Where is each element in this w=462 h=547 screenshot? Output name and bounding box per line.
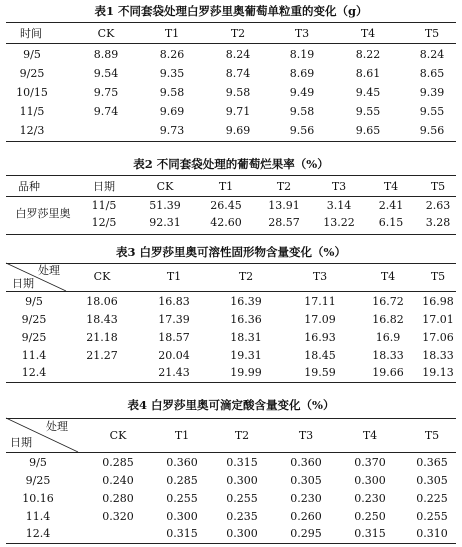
table1-cell-date: 11/5 (19, 105, 45, 118)
table4-cell: 0.360 (166, 456, 198, 469)
table-row (6, 490, 456, 508)
table3-cell: 19.13 (422, 366, 454, 379)
table-row (6, 472, 456, 490)
table3-corner-treatment: 处理 (38, 264, 60, 277)
table4-cell-date: 10.16 (22, 492, 54, 505)
table4-cell-date: 11.4 (25, 510, 51, 523)
table3-cell: 18.33 (372, 349, 404, 362)
table4-header-t1: T1 (174, 429, 190, 442)
table2-cell-date: 12/5 (91, 216, 117, 229)
table4-cell: 0.250 (354, 510, 386, 523)
table1-cell: 8.24 (419, 48, 445, 61)
table4-cell: 0.360 (290, 456, 322, 469)
table3-cell: 16.82 (372, 313, 404, 326)
table3-cell: 16.9 (375, 331, 401, 344)
table1-cell: 9.73 (159, 124, 185, 137)
table4-cell: 0.305 (290, 474, 322, 487)
table1-cell: 9.71 (225, 105, 251, 118)
table-row (6, 454, 456, 472)
table4-cell-date: 9/5 (29, 456, 47, 469)
table3-cell: 18.45 (304, 349, 336, 362)
table3-top-rule (6, 263, 456, 264)
table4-cell: 0.370 (354, 456, 386, 469)
table1-cell: 8.89 (93, 48, 119, 61)
table3-cell-date: 11.4 (21, 349, 47, 362)
table1-cell: 9.39 (419, 86, 445, 99)
table-row (6, 364, 456, 382)
table-row (6, 293, 456, 311)
table4-header-t2: T2 (234, 429, 250, 442)
table4-cell: 0.300 (166, 510, 198, 523)
table1-cell-date: 9/5 (23, 48, 41, 61)
table3-header-t4: T4 (380, 270, 396, 283)
table1-cell-date: 9/25 (19, 67, 45, 80)
table1-cell: 9.65 (355, 124, 381, 137)
table1-header-t1: T1 (164, 27, 180, 40)
table4-header-ck: CK (109, 429, 127, 442)
table3-header-row (6, 268, 456, 286)
table3-cell: 16.72 (372, 295, 404, 308)
table3-cell: 16.39 (230, 295, 262, 308)
table3-header-t2: T2 (238, 270, 254, 283)
table4-cell: 0.305 (416, 474, 448, 487)
table4-cell-date: 12.4 (25, 527, 51, 540)
table-row (6, 329, 456, 347)
table4-cell: 0.255 (416, 510, 448, 523)
table4-cell: 0.300 (226, 474, 258, 487)
table1-header-rule (6, 43, 456, 44)
table1-cell: 9.69 (225, 124, 251, 137)
table3-cell: 19.59 (304, 366, 336, 379)
table-row (6, 84, 456, 102)
table-row (6, 311, 456, 329)
table1-cell-date: 10/15 (16, 86, 48, 99)
table3-cell: 17.39 (158, 313, 190, 326)
table4-header-row (6, 427, 456, 445)
table1-cell: 9.58 (225, 86, 251, 99)
table1-cell: 8.61 (355, 67, 381, 80)
table3-cell: 17.09 (304, 313, 336, 326)
table2-header-t5: T5 (430, 180, 446, 193)
table-row (6, 508, 456, 526)
table2-cell: 42.60 (210, 216, 242, 229)
table2-header-t2: T2 (276, 180, 292, 193)
table4-cell: 0.310 (416, 527, 448, 540)
table4-header-t3: T3 (298, 429, 314, 442)
table4-cell: 0.315 (166, 527, 198, 540)
table2-bottom-rule (6, 234, 456, 235)
table2-cell: 2.41 (378, 199, 404, 212)
table3-header-rule (6, 291, 456, 292)
table4-cell: 0.260 (290, 510, 322, 523)
table2-variety-cell: 白罗莎里奥 (15, 207, 71, 220)
table2-header-date: 日期 (93, 180, 115, 193)
table1-header-t2: T2 (230, 27, 246, 40)
table3-cell: 19.66 (372, 366, 404, 379)
table4-cell: 0.285 (166, 474, 198, 487)
table-row (6, 65, 456, 83)
table3-cell: 17.11 (304, 295, 336, 308)
table2-cell-date: 11/5 (91, 199, 117, 212)
table2-cell: 3.14 (326, 199, 352, 212)
table3-cell: 17.01 (422, 313, 454, 326)
table3-title: 表3 白罗莎里奥可溶性固形物含量变化（%） (116, 245, 346, 259)
table4-cell: 0.255 (226, 492, 258, 505)
table1-header-time: 时间 (20, 27, 42, 40)
table2-title: 表2 不同套袋处理的葡萄烂果率（%） (133, 157, 329, 171)
table-row (6, 103, 456, 121)
table4-cell: 0.235 (226, 510, 258, 523)
table1-header-t4: T4 (360, 27, 376, 40)
table3-header-t3: T3 (312, 270, 328, 283)
table2-cell: 13.22 (323, 216, 355, 229)
table4-header-t5: T5 (424, 429, 440, 442)
table2-header-t4: T4 (383, 180, 399, 193)
table1-title: 表1 不同套袋处理白罗莎里奥葡萄单粒重的变化（g） (94, 4, 368, 18)
table3-cell: 21.43 (158, 366, 190, 379)
table3-cell: 21.18 (86, 331, 118, 344)
table4-cell: 0.285 (102, 456, 134, 469)
table1-cell: 8.19 (289, 48, 315, 61)
table3-cell-date: 12.4 (21, 366, 47, 379)
table3-bottom-rule (6, 382, 456, 383)
table1-cell: 8.74 (225, 67, 251, 80)
table1-cell: 8.26 (159, 48, 185, 61)
table3-cell: 17.06 (422, 331, 454, 344)
table1-header-ck: CK (97, 27, 115, 40)
table4-cell: 0.280 (102, 492, 134, 505)
table1-header-t3: T3 (294, 27, 310, 40)
table1-cell-date: 12/3 (19, 124, 45, 137)
table3-cell: 16.83 (158, 295, 190, 308)
table1-cell: 9.54 (93, 67, 119, 80)
table1-cell: 9.35 (159, 67, 185, 80)
table3-header-t1: T1 (166, 270, 182, 283)
table1-cell: 9.55 (419, 105, 445, 118)
table4-cell: 0.255 (166, 492, 198, 505)
table2-cell: 28.57 (268, 216, 300, 229)
table1-cell: 8.24 (225, 48, 251, 61)
table4-corner-date: 日期 (10, 436, 32, 449)
table1-cell: 9.49 (289, 86, 315, 99)
table4-cell: 0.315 (226, 456, 258, 469)
table3-cell: 19.31 (230, 349, 262, 362)
table3-cell: 18.31 (230, 331, 262, 344)
table4-cell: 0.225 (416, 492, 448, 505)
table4-cell: 0.230 (354, 492, 386, 505)
table3-cell: 16.98 (422, 295, 454, 308)
table1-cell: 9.58 (289, 105, 315, 118)
table4-cell-date: 9/25 (25, 474, 51, 487)
table-row (6, 347, 456, 365)
table4-cell: 0.230 (290, 492, 322, 505)
table3-header-t5: T5 (430, 270, 446, 283)
table3-cell-date: 9/25 (21, 331, 47, 344)
table4-corner-treatment: 处理 (46, 420, 68, 433)
table3-header-ck: CK (93, 270, 111, 283)
table3-cell-date: 9/5 (25, 295, 43, 308)
table3-cell: 18.06 (86, 295, 118, 308)
table4-cell: 0.315 (354, 527, 386, 540)
table2-cell: 3.28 (425, 216, 451, 229)
table2-cell: 6.15 (378, 216, 404, 229)
table3-corner-date: 日期 (12, 277, 34, 290)
table-row (6, 122, 456, 140)
table2-top-rule (6, 175, 456, 176)
table4-cell: 0.240 (102, 474, 134, 487)
table2-header-row (6, 178, 456, 196)
table4-cell: 0.300 (226, 527, 258, 540)
table1-cell: 8.69 (289, 67, 315, 80)
table1-cell: 9.45 (355, 86, 381, 99)
table-row (6, 197, 456, 215)
table2-header-t1: T1 (218, 180, 234, 193)
table3-cell: 16.36 (230, 313, 262, 326)
table4-cell: 0.320 (102, 510, 134, 523)
table2-cell: 13.91 (268, 199, 300, 212)
table3-cell: 21.27 (86, 349, 118, 362)
table2-cell: 2.63 (425, 199, 451, 212)
table3-cell: 18.33 (422, 349, 454, 362)
table1-header-t5: T5 (424, 27, 440, 40)
table1-cell: 9.75 (93, 86, 119, 99)
table1-cell: 9.69 (159, 105, 185, 118)
table-row (6, 214, 456, 232)
table4-title: 表4 白罗莎里奥可滴定酸含量变化（%） (127, 398, 335, 412)
table1-bottom-rule (6, 141, 456, 142)
table3-cell: 20.04 (158, 349, 190, 362)
table4-cell: 0.295 (290, 527, 322, 540)
table1-header-row (6, 25, 456, 43)
table2-cell: 51.39 (149, 199, 181, 212)
table1-cell: 8.65 (419, 67, 445, 80)
table-row (6, 525, 456, 543)
table3-cell-date: 9/25 (21, 313, 47, 326)
table3-cell: 18.43 (86, 313, 118, 326)
table4-header-rule (6, 452, 456, 453)
table4-header-t4: T4 (362, 429, 378, 442)
table3-cell: 18.57 (158, 331, 190, 344)
table2-cell: 92.31 (149, 216, 181, 229)
table1-cell: 9.56 (289, 124, 315, 137)
table4-bottom-rule (6, 543, 456, 544)
table2-cell: 26.45 (210, 199, 242, 212)
table1-cell: 9.58 (159, 86, 185, 99)
table3-cell: 19.99 (230, 366, 262, 379)
table4-cell: 0.300 (354, 474, 386, 487)
table1-cell: 9.56 (419, 124, 445, 137)
table1-cell: 9.55 (355, 105, 381, 118)
table2-header-variety: 品种 (18, 180, 40, 193)
table1-cell: 9.74 (93, 105, 119, 118)
table2-header-t3: T3 (331, 180, 347, 193)
table4-cell: 0.365 (416, 456, 448, 469)
table1-top-rule (6, 22, 456, 23)
table3-cell: 16.93 (304, 331, 336, 344)
table-row (6, 46, 456, 64)
table2-header-ck: CK (156, 180, 174, 193)
table1-cell: 8.22 (355, 48, 381, 61)
